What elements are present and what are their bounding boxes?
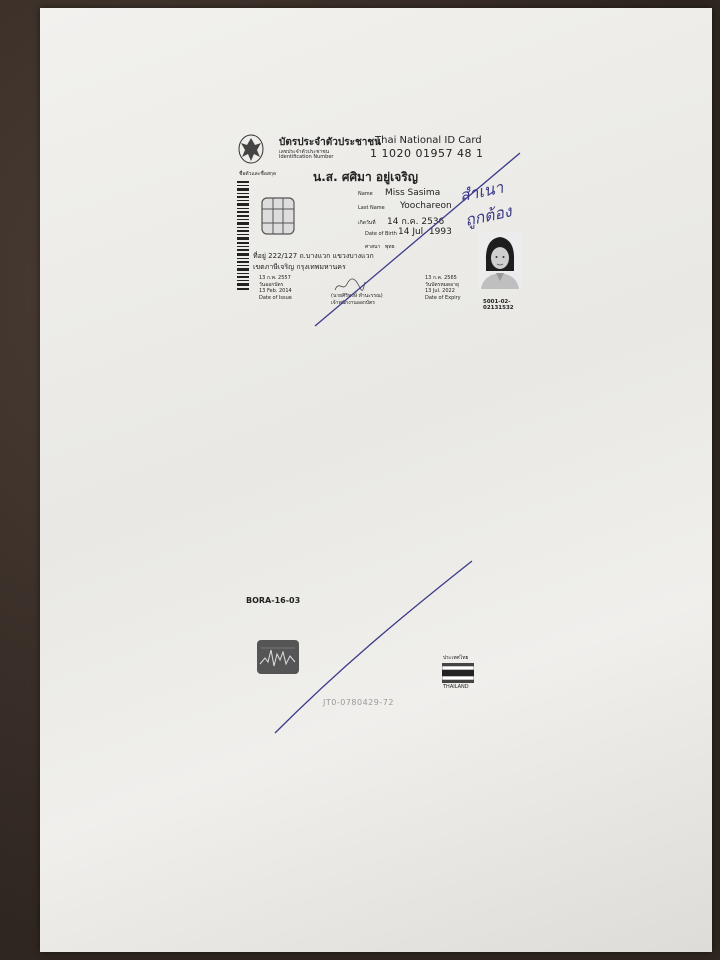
laser-code: 5001-02-02131532	[483, 299, 514, 311]
officer-title: เจ้าพนักงานออกบัตร	[331, 299, 375, 306]
officer-name: (นายศิริพงษ์ ทำนะรรณ)	[331, 293, 383, 299]
name-label-english: Name	[358, 191, 373, 197]
photocopy-page	[40, 8, 712, 952]
expiry-date-english: 13 Jul. 2022	[425, 288, 455, 294]
issue-date-english: 13 Feb. 2014	[259, 288, 292, 294]
name-thai: น.ส. ศศิมา อยู่เจริญ	[313, 170, 418, 184]
expiry-date-thai: 13 ก.ค. 2565	[425, 275, 457, 281]
address-line-1-text: 222/127 ถ.บางแวก แขวงบางแวก	[268, 252, 374, 260]
lastname-label-english: Last Name	[358, 205, 385, 211]
pen-stroke-bottom	[275, 561, 472, 733]
card-title-english: Thai National ID Card	[375, 135, 482, 146]
name-english: Miss Sasima	[385, 188, 441, 198]
id-number-label-thai: เลขประจำตัวประชาชน	[279, 149, 330, 155]
dob-label-english: Date of Birth	[365, 231, 397, 237]
expiry-label-thai: วันบัตรหมดอายุ	[425, 281, 459, 288]
address-line-2: เขตภาษีเจริญ กรุงเทพมหานคร	[253, 263, 346, 271]
address-label: ที่อยู่	[253, 252, 266, 260]
flag-country-label: THAILAND	[443, 684, 469, 690]
dob-english: 14 Jul. 1993	[398, 227, 452, 237]
religion-value: พุทธ	[385, 244, 395, 250]
issue-date-thai: 13 ก.พ. 2557	[259, 275, 291, 281]
lastname-english: Yoochareon	[400, 201, 452, 211]
dob-thai: 14 ก.ค. 2536	[387, 217, 445, 227]
issue-label-english: Date of Issue	[259, 294, 292, 301]
expiry-label-english: Date of Expiry	[425, 294, 461, 301]
back-card-code: BORA-16-03	[246, 596, 301, 605]
religion-label: ศาสนา	[365, 244, 381, 250]
card-title-thai: บัตรประจำตัวประชาชน	[279, 137, 382, 148]
dob-label-thai: เกิดวันที่	[358, 220, 376, 226]
issue-label-thai: วันออกบัตร	[259, 281, 284, 288]
flag-label-thai: ประเทศไทย	[443, 655, 469, 661]
pen-strokes	[40, 8, 712, 952]
id-number-label-english: Identification Number	[279, 154, 334, 160]
pen-stroke-top	[315, 153, 520, 326]
id-number: 1 1020 01957 48 1	[370, 147, 484, 160]
back-serial-number: JT0-0780429-72	[323, 698, 394, 707]
handwritten-certification: สำเนาถูกต้อง	[457, 177, 514, 230]
name-label-thai: ชื่อตัวและชื่อสกุล	[239, 171, 276, 177]
